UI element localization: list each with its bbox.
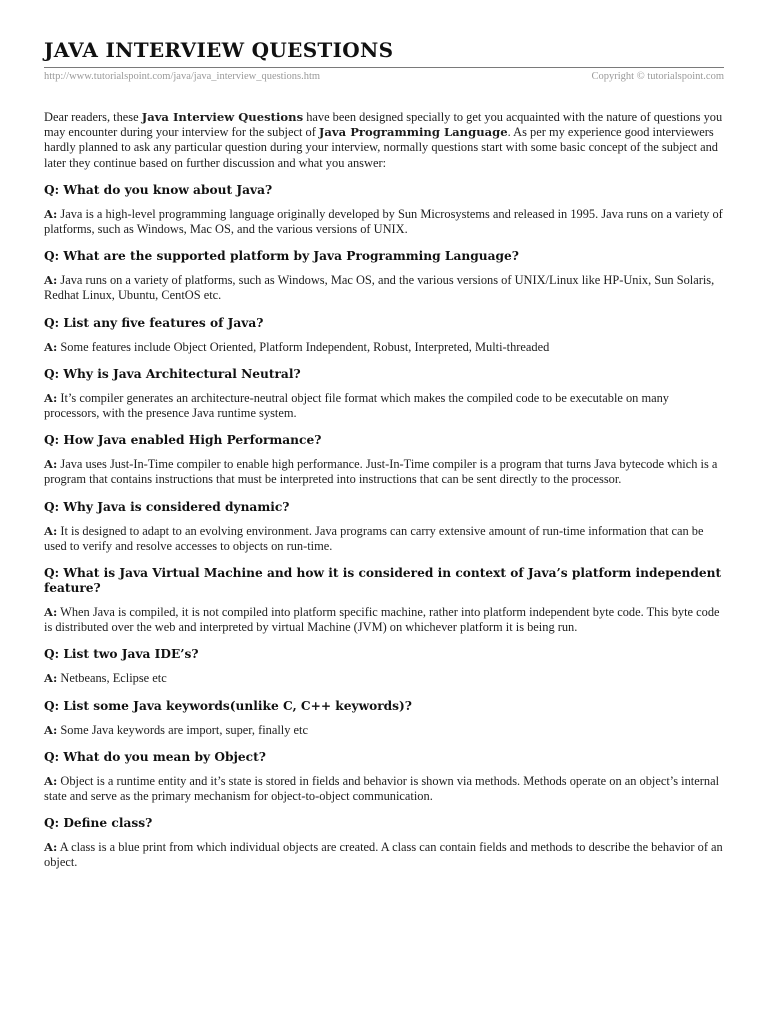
answer-prefix: A:	[44, 840, 58, 855]
source-url: http://www.tutorialspoint.com/java/java_interview_questions.htm	[44, 71, 321, 82]
answer	[44, 273, 724, 303]
answer	[44, 524, 724, 554]
answer-text: It is designed to adapt to an evolving environment. Java programs can carry extensive amount of run-time information that can be used to verify and resolve accesses to objects on run-time.	[44, 523, 704, 553]
question: Q: What do you know about Java?	[44, 182, 273, 197]
answer-text: Java uses Just-In-Time compiler to enable high performance. Just-In-Time compiler is a program that turns Java bytecode which is a program that contains instructions that must be interpreted into instructions that can be sent directly to the processor.	[44, 457, 718, 487]
question: Q: Why Java is considered dynamic?	[44, 499, 290, 514]
question: Q: What are the supported platform by Java Programming Language?	[44, 249, 519, 264]
answer-prefix: A:	[44, 605, 58, 620]
answer-text: Some features include Object Oriented, Platform Independent, Robust, Interpreted, Multi-threaded	[60, 339, 550, 354]
answer-prefix: A:	[44, 671, 58, 686]
qa-item	[44, 500, 724, 554]
qa-item	[44, 249, 724, 303]
question: Q: List two Java IDE’s?	[44, 647, 199, 662]
answer-text: When Java is compiled, it is not compiled into platform specific machine, rather into platform independent byte code. This byte code is distributed over the web and interpreted by virtual Machine (JVM) on whichever platform it is being run.	[44, 605, 720, 635]
qa-item	[44, 367, 724, 421]
header-divider	[44, 67, 724, 68]
intro-text-3: . As per my experience good interviewers hardly planned to ask any particular question during your interview, normally questions start with some basic concept of the subject and later they continue based on further discussion and what you answer:	[44, 125, 718, 170]
answer	[44, 391, 724, 421]
qa-item	[44, 183, 724, 237]
answer-prefix: A:	[44, 206, 58, 221]
question: Q: Why is Java Architectural Neutral?	[44, 366, 301, 381]
answer	[44, 840, 724, 870]
answer-text: Java is a high-level programming language originally developed by Sun Microsystems and released in 1995. Java runs on a variety of platforms, such as Windows, Mac OS, and the various versions of UNIX.	[44, 206, 723, 237]
answer	[44, 457, 724, 487]
answer-prefix: A:	[44, 722, 58, 737]
answer-text: Netbeans, Eclipse etc	[60, 671, 167, 686]
question: Q: What do you mean by Object?	[44, 749, 266, 764]
qa-item	[44, 566, 724, 635]
answer-text: Java runs on a variety of platforms, such as Windows, Mac OS, and the various versions of UNIX/Linux like HP-Unix, Sun Solaris, Redhat Linux, Ubuntu, CentOS etc.	[44, 273, 715, 303]
answer-text: Object is a runtime entity and it’s state is stored in fields and behavior is shown via methods. Methods operate on an object’s internal state and serve as the primary mechanism for object-to-object communication.	[44, 773, 720, 804]
header-meta	[44, 71, 724, 82]
question: Q: List any five features of Java?	[44, 315, 264, 330]
qa-item	[44, 647, 724, 686]
answer-text: It’s compiler generates an architecture-neutral object file format which makes the compiled code to be executable on many processors, with the presence Java runtime system.	[44, 390, 669, 421]
answer-text: Some Java keywords are import, super, finally etc	[60, 722, 308, 737]
answer-prefix: A:	[44, 390, 58, 405]
answer	[44, 774, 724, 804]
question: Q: What is Java Virtual Machine and how it is considered in context of Java’s platform independent feature?	[44, 566, 722, 596]
answer-prefix: A:	[44, 457, 58, 472]
question: Q: Define class?	[44, 816, 153, 831]
answer	[44, 207, 724, 237]
answer-prefix: A:	[44, 273, 58, 288]
intro-paragraph	[44, 110, 724, 171]
qa-item	[44, 433, 724, 487]
answer	[44, 340, 724, 355]
intro-text-2: have been designed specially to get you acquainted with the nature of questions you may encounter during your interview for the subject of	[44, 110, 723, 140]
question: Q: How Java enabled High Performance?	[44, 433, 322, 448]
intro-bold-2: Java Programming Language	[318, 125, 508, 140]
qa-list	[44, 183, 724, 871]
question: Q: List some Java keywords(unlike C, C++ keywords)?	[44, 698, 412, 713]
page-title: JAVA INTERVIEW QUESTIONS	[44, 38, 394, 62]
answer-text: A class is a blue print from which individual objects are created. A class can contain fields and methods to describe the behavior of an object.	[44, 840, 723, 870]
answer-prefix: A:	[44, 339, 58, 354]
answer-prefix: A:	[44, 773, 58, 788]
answer	[44, 605, 724, 635]
qa-item	[44, 699, 724, 738]
intro-text-1: Dear readers, these	[44, 110, 142, 124]
qa-item	[44, 750, 724, 804]
qa-item	[44, 816, 724, 870]
qa-item	[44, 316, 724, 355]
answer	[44, 671, 724, 686]
answer-prefix: A:	[44, 523, 58, 538]
answer	[44, 723, 724, 738]
copyright-notice: Copyright © tutorialspoint.com	[591, 71, 724, 82]
intro-bold-1: Java Interview Questions	[141, 110, 304, 124]
